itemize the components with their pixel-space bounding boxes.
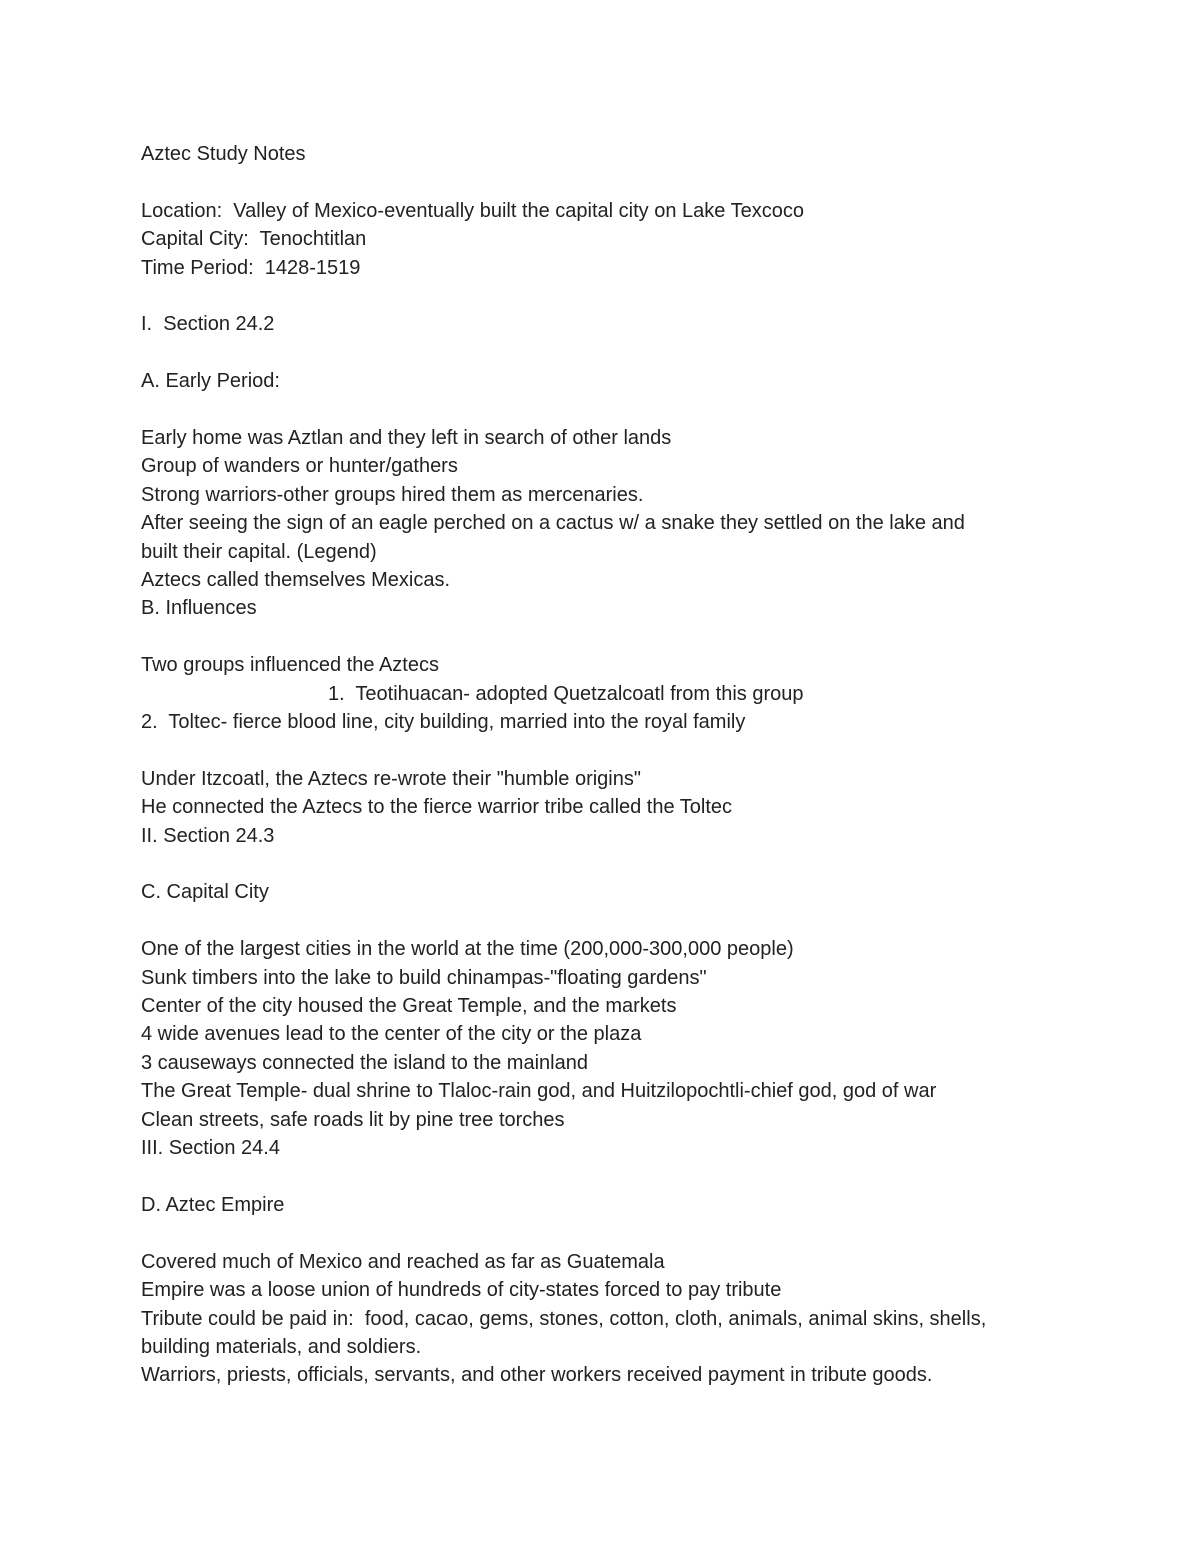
time-period-line: Time Period: 1428-1519 bbox=[141, 256, 361, 279]
note-line: built their capital. (Legend) bbox=[141, 540, 377, 563]
note-line: Clean streets, safe roads lit by pine tree torches bbox=[141, 1108, 565, 1131]
blank-line bbox=[141, 396, 1081, 424]
note-line: Covered much of Mexico and reached as far as Guatemala bbox=[141, 1250, 665, 1273]
note-line: The Great Temple- dual shrine to Tlaloc-rain god, and Huitzilopochtli-chief god, god of war bbox=[141, 1080, 937, 1103]
note-line: 3 causeways connected the island to the mainland bbox=[141, 1051, 588, 1074]
blank-line bbox=[141, 1219, 1081, 1247]
blank-line bbox=[141, 282, 1081, 310]
note-line: Under Itzcoatl, the Aztecs re-wrote their "humble origins" bbox=[141, 767, 641, 790]
numbered-item: 2. Toltec- fierce blood line, city building, married into the royal family bbox=[141, 711, 746, 734]
location-line: Location: Valley of Mexico-eventually built the capital city on Lake Texcoco bbox=[141, 199, 804, 222]
section-heading: III. Section 24.4 bbox=[141, 1137, 280, 1160]
subsection-heading: A. Early Period: bbox=[141, 370, 280, 393]
capital-line: Capital City: Tenochtitlan bbox=[141, 228, 367, 251]
numbered-item: 1. Teotihuacan- adopted Quetzalcoatl from this group bbox=[328, 682, 804, 705]
document-body bbox=[141, 140, 1081, 1390]
subsection-heading: C. Capital City bbox=[141, 881, 269, 904]
note-line: 4 wide avenues lead to the center of the city or the plaza bbox=[141, 1023, 642, 1046]
subsection-heading: D. Aztec Empire bbox=[141, 1193, 285, 1216]
blank-line bbox=[141, 339, 1081, 367]
blank-line bbox=[141, 850, 1081, 878]
note-line: Group of wanders or hunter/gathers bbox=[141, 455, 458, 478]
note-line: Two groups influenced the Aztecs bbox=[141, 654, 439, 677]
note-line: Center of the city housed the Great Temple, and the markets bbox=[141, 995, 677, 1018]
blank-line bbox=[141, 907, 1081, 935]
subsection-heading: B. Influences bbox=[141, 597, 257, 620]
note-line: Sunk timbers into the lake to build chinampas-"floating gardens" bbox=[141, 966, 707, 989]
note-line: Warriors, priests, officials, servants, and other workers received payment in tribute goods. bbox=[141, 1364, 933, 1387]
section-heading: II. Section 24.3 bbox=[141, 824, 275, 847]
note-line: building materials, and soldiers. bbox=[141, 1335, 422, 1358]
blank-line bbox=[141, 1163, 1081, 1191]
blank-line bbox=[141, 736, 1081, 764]
note-line: Empire was a loose union of hundreds of city-states forced to pay tribute bbox=[141, 1279, 782, 1302]
note-line: Early home was Aztlan and they left in search of other lands bbox=[141, 427, 672, 449]
blank-line bbox=[141, 168, 1081, 196]
note-line: Aztecs called themselves Mexicas. bbox=[141, 569, 451, 592]
section-heading: I. Section 24.2 bbox=[141, 313, 275, 336]
note-line: He connected the Aztecs to the fierce warrior tribe called the Toltec bbox=[141, 796, 733, 819]
note-line: One of the largest cities in the world at the time (200,000-300,000 people) bbox=[141, 938, 794, 961]
note-line: Tribute could be paid in: food, cacao, gems, stones, cotton, cloth, animals, animal skins, shells, bbox=[141, 1307, 987, 1330]
document-title: Aztec Study Notes bbox=[141, 143, 306, 165]
note-line: Strong warriors-other groups hired them as mercenaries. bbox=[141, 483, 644, 506]
blank-line bbox=[141, 623, 1081, 651]
note-line: After seeing the sign of an eagle perched on a cactus w/ a snake they settled on the lake and bbox=[141, 512, 965, 535]
